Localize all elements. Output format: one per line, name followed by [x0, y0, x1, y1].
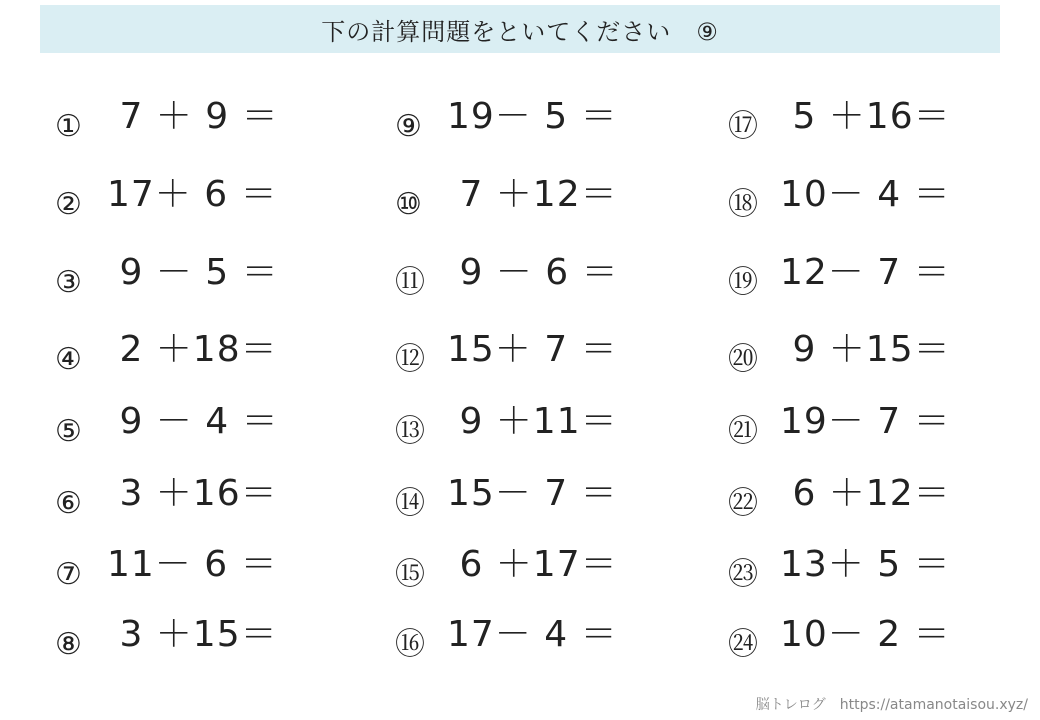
problem-expression: 19－ 7 ＝	[780, 401, 951, 442]
problem-row	[395, 95, 695, 145]
problem-expression: 3 ＋16＝	[107, 473, 278, 514]
problem-row	[728, 251, 1028, 301]
problem-expression: 17－ 4 ＝	[447, 614, 618, 655]
problem-expression: 9 ＋11＝	[447, 401, 618, 442]
problem-expression: 10－ 4 ＝	[780, 174, 951, 215]
problem-number: ②	[55, 187, 82, 222]
problem-number: ⑤	[55, 414, 82, 449]
page-title: 下の計算問題をといてください ⑨	[321, 17, 719, 46]
problem-expression: 15－ 7 ＝	[447, 473, 618, 514]
problem-row	[728, 400, 1028, 450]
problem-expression: 9 － 4 ＝	[107, 401, 279, 442]
problem-expression: 7 ＋12＝	[447, 174, 618, 215]
problem-number: ⑪	[395, 265, 425, 300]
problem-number: ⑨	[395, 109, 422, 144]
problem-expression: 6 ＋12＝	[780, 473, 951, 514]
problem-row	[55, 173, 355, 223]
problem-row	[55, 251, 355, 301]
problem-row	[55, 400, 355, 450]
problem-row	[55, 613, 355, 663]
problem-number: ⑧	[55, 627, 82, 662]
problem-number: ⑭	[395, 486, 425, 521]
problem-number: ㉔	[728, 627, 758, 662]
problem-number: ⑫	[395, 342, 425, 377]
problem-row	[55, 543, 355, 593]
problem-number: ⑳	[728, 342, 758, 377]
problem-expression: 9 － 6 ＝	[447, 252, 619, 293]
problem-row	[728, 173, 1028, 223]
problem-expression: 6 ＋17＝	[447, 544, 618, 585]
problem-number: ③	[55, 265, 82, 300]
problem-expression: 9 ＋15＝	[780, 329, 951, 370]
problem-number: ㉑	[728, 414, 758, 449]
problem-number: ⑬	[395, 414, 425, 449]
site-credit: 脳トレログ https://atamanotaisou.xyz/	[755, 697, 1028, 713]
problem-number: ⑮	[395, 557, 425, 592]
problem-row	[395, 472, 695, 522]
problem-expression: 11－ 6 ＝	[107, 544, 278, 585]
problem-number: ⑦	[55, 557, 82, 592]
problem-expression: 2 ＋18＝	[107, 329, 278, 370]
problem-expression: 10－ 2 ＝	[780, 614, 951, 655]
problem-expression: 17＋ 6 ＝	[107, 174, 278, 215]
problem-row	[395, 543, 695, 593]
problem-expression: 9 － 5 ＝	[107, 252, 279, 293]
problem-number: ㉓	[728, 557, 758, 592]
problem-expression: 7 ＋ 9 ＝	[107, 96, 279, 137]
problem-row	[55, 472, 355, 522]
problem-row	[728, 95, 1028, 145]
problem-row	[395, 173, 695, 223]
problem-row	[728, 328, 1028, 378]
problem-number: ⑩	[395, 187, 422, 222]
problem-number: ⑯	[395, 627, 425, 662]
problem-number: ㉒	[728, 486, 758, 521]
problem-row	[395, 400, 695, 450]
problem-expression: 12－ 7 ＝	[780, 252, 951, 293]
problem-number: ④	[55, 342, 82, 377]
problem-expression: 15＋ 7 ＝	[447, 329, 618, 370]
problem-number: ⑲	[728, 265, 758, 300]
problem-number: ⑥	[55, 486, 82, 521]
problem-row	[55, 328, 355, 378]
problem-row	[728, 472, 1028, 522]
problem-expression: 5 ＋16＝	[780, 96, 951, 137]
problem-expression: 3 ＋15＝	[107, 614, 278, 655]
problem-row	[395, 613, 695, 663]
problem-row	[728, 543, 1028, 593]
problem-row	[395, 251, 695, 301]
problem-expression: 19－ 5 ＝	[447, 96, 618, 137]
problem-number: ⑱	[728, 187, 758, 222]
problem-expression: 13＋ 5 ＝	[780, 544, 951, 585]
problem-number: ①	[55, 109, 82, 144]
problem-row	[55, 95, 355, 145]
problem-row	[728, 613, 1028, 663]
problem-row	[395, 328, 695, 378]
problem-number: ⑰	[728, 109, 758, 144]
